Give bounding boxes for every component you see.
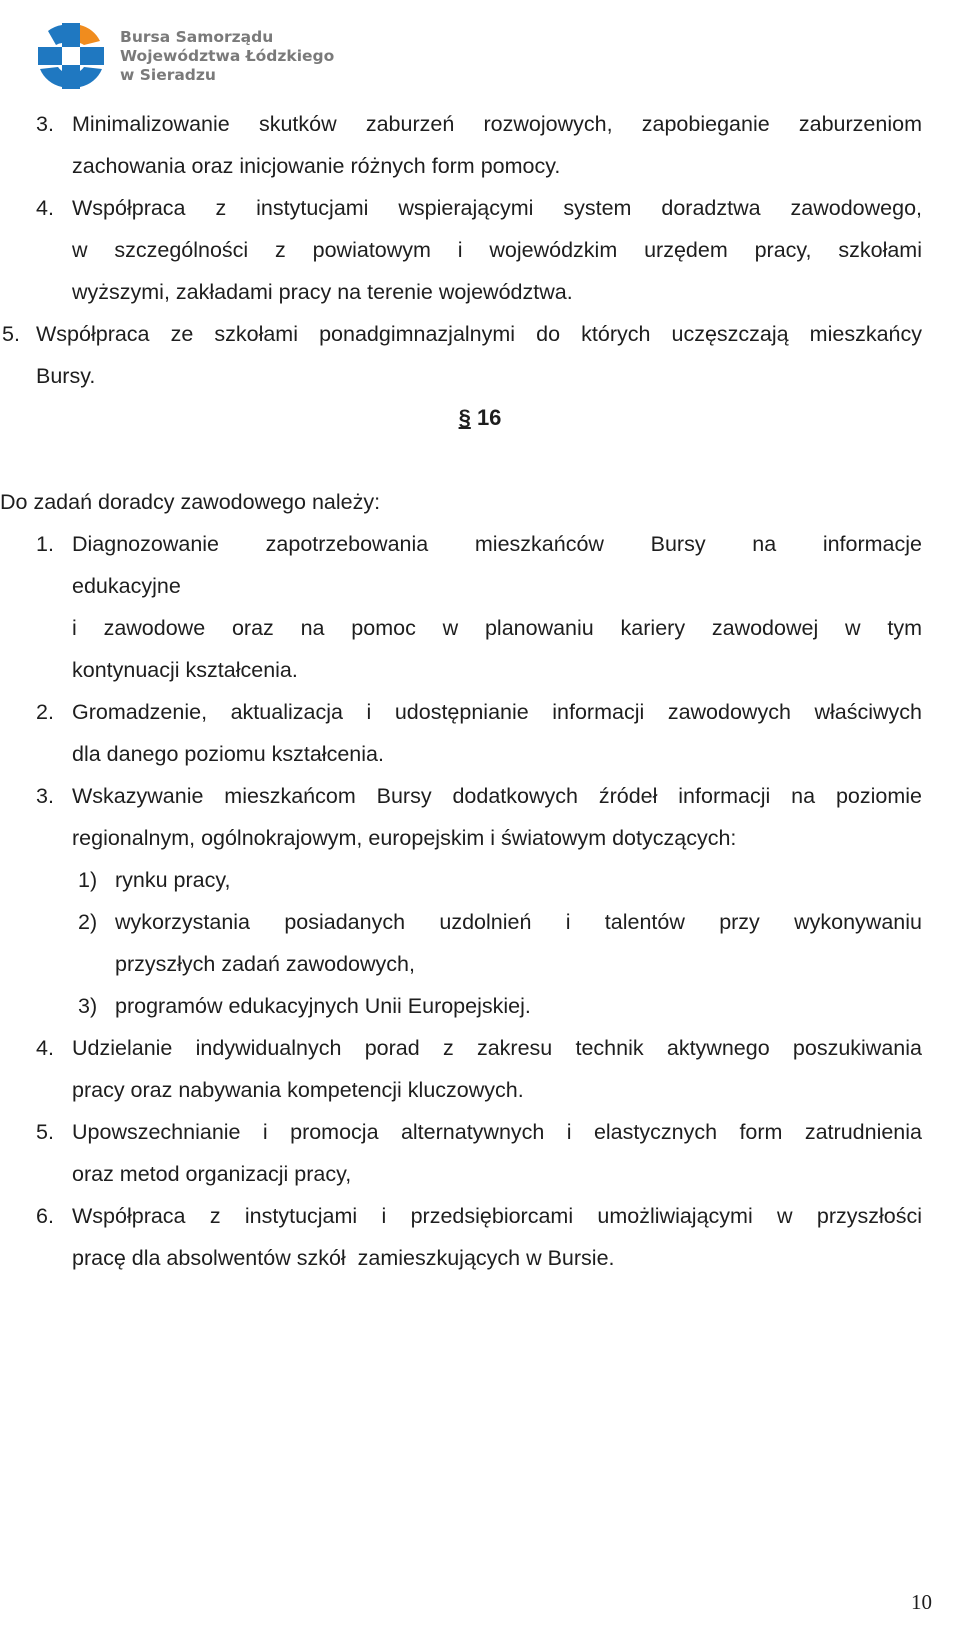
sublist-text: wykorzystania posiadanych uzdolnień i talentów przy wykonywaniu <box>115 910 922 934</box>
list-text: zachowania oraz inicjowanie różnych form pomocy. <box>72 154 561 178</box>
list-text: Upowszechnianie i promocja alternatywnych i elastycznych form zatrudnienia <box>72 1120 922 1144</box>
list-text: regionalnym, ogólnokrajowym, europejskim i światowym dotyczących: <box>72 826 737 850</box>
sublist-text: programów edukacyjnych Unii Europejskiej. <box>115 994 531 1018</box>
sublist-number: 2) <box>78 910 98 934</box>
logo-line: w Sieradzu <box>120 65 216 84</box>
list-number: 5. <box>2 322 20 346</box>
logo-line: Bursa Samorządu <box>120 27 274 46</box>
list-number: 6. <box>36 1204 54 1228</box>
list-number: 3. <box>36 784 54 808</box>
list-text: pracy oraz nabywania kompetencji kluczowych. <box>72 1078 524 1102</box>
list-text: Minimalizowanie skutków zaburzeń rozwojowych, zapobieganie zaburzeniom <box>72 112 922 136</box>
sublist-text: rynku pracy, <box>115 868 231 892</box>
logo-text <box>120 28 334 85</box>
list-text: Bursy. <box>36 364 96 388</box>
list-text: Współpraca z instytucjami wspierającymi system doradztwa zawodowego, <box>72 196 922 220</box>
list-text: wyższymi, zakładami pracy na terenie województwa. <box>72 280 573 304</box>
list-text: dla danego poziomu kształcenia. <box>72 742 384 766</box>
list-text: Współpraca z instytucjami i przedsiębiorcami umożliwiającymi w przyszłości <box>72 1204 922 1228</box>
logo-line: Województwa Łódzkiego <box>120 46 335 65</box>
intro-text: Do zadań doradcy zawodowego należy: <box>0 490 381 514</box>
list-number: 1. <box>36 532 54 556</box>
list-text: Udzielanie indywidualnych porad z zakresu technik aktywnego poszukiwania <box>72 1036 922 1060</box>
cross-plus-logo-icon <box>36 21 106 91</box>
list-number: 2. <box>36 700 54 724</box>
logo <box>36 18 334 94</box>
sublist-number: 1) <box>78 868 98 892</box>
list-text: i zawodowe oraz na pomoc w planowaniu kariery zawodowej w tym <box>72 616 922 640</box>
list-number: 4. <box>36 1036 54 1060</box>
list-number: 4. <box>36 196 54 220</box>
list-text: pracę dla absolwentów szkół zamieszkujących w Bursie. <box>72 1246 615 1270</box>
page-number: 10 <box>911 1590 932 1614</box>
list-number: 3. <box>36 112 54 136</box>
list-number: 5. <box>36 1120 54 1144</box>
list-text: Gromadzenie, aktualizacja i udostępnianie informacji zawodowych właściwych <box>72 700 922 724</box>
section-number: 16 <box>476 405 502 430</box>
list-text: kontynuacji kształcenia. <box>72 658 298 682</box>
section-heading <box>0 403 960 433</box>
list-text: Diagnozowanie zapotrzebowania mieszkańców Bursy na informacje <box>72 532 922 556</box>
list-text: Współpraca ze szkołami ponadgimnazjalnymi do których uczęszczają mieszkańcy <box>36 322 922 346</box>
list-text: oraz metod organizacji pracy, <box>72 1162 352 1186</box>
section-symbol: § <box>458 405 471 430</box>
sublist-number: 3) <box>78 994 98 1018</box>
list-text: w szczególności z powiatowym i wojewódzkim urzędem pracy, szkołami <box>72 238 922 262</box>
list-text: Wskazywanie mieszkańcom Bursy dodatkowych źródeł informacji na poziomie <box>72 784 922 808</box>
list-text: edukacyjne <box>72 574 181 598</box>
sublist-text: przyszłych zadań zawodowych, <box>115 952 415 976</box>
